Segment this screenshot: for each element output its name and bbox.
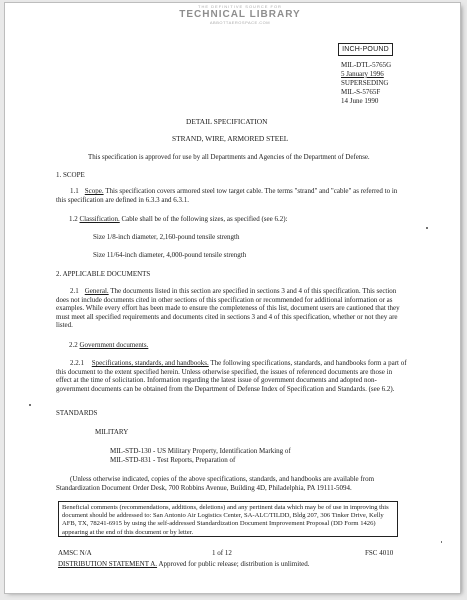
spec-type: DETAIL SPECIFICATION <box>186 117 268 126</box>
paragraph-2-1 <box>56 287 408 330</box>
availability-note: (Unless otherwise indicated, copies of the above specifications, standards, and handbooks are available from Standardization Document Order Desk, 700 Robbins Avenue, Building 4D, Philadelphia, PA 19111-5094. <box>56 475 375 492</box>
paragraph-1-2 <box>69 215 288 224</box>
superseded-number: MIL-S-5765F <box>341 88 381 96</box>
doc-number: MIL-DTL-5765G <box>341 61 392 69</box>
watermark <box>135 4 345 25</box>
inch-pound-box: INCH-POUND <box>338 43 393 56</box>
scan-speck <box>441 541 442 543</box>
paragraph-2-2-1 <box>56 359 408 393</box>
distribution-statement <box>58 560 310 569</box>
amsc-label: AMSC N/A <box>58 549 92 557</box>
superseded-date: 14 June 1990 <box>341 97 379 105</box>
size-item-1: Size 1/8-inch diameter, 2,160-pound tensile strength <box>93 233 240 241</box>
paragraph-title: Classification. <box>79 215 120 223</box>
doc-date: 5 January 1996 <box>341 70 384 78</box>
paragraph-title: Government documents. <box>79 341 149 349</box>
superseding-label: SUPERSEDING <box>341 79 389 87</box>
military-heading: MILITARY <box>95 428 129 436</box>
paragraph-title: General. <box>84 287 109 295</box>
distribution-text: Approved for public release; distribution is unlimited. <box>158 560 310 568</box>
approval-statement: This specification is approved for use by all Departments and Agencies of the Department of Defense. <box>88 154 370 161</box>
standard-item-1: MIL-STD-130 - US Military Property, Identification Marking of <box>110 447 291 455</box>
paragraph-number: 2.2 <box>69 341 78 349</box>
paragraph-text: Cable shall be of the following sizes, as specified (see 6.2): <box>121 215 288 223</box>
fsc-code: FSC 4010 <box>365 549 394 557</box>
paragraph-1-1 <box>56 187 406 204</box>
standards-heading: STANDARDS <box>56 409 98 417</box>
page-number: 1 of 12 <box>212 549 232 557</box>
paragraph-number: 2.2.1 <box>70 359 84 367</box>
size-item-2: Size 11/64-inch diameter, 4,000-pound tensile strength <box>93 251 247 259</box>
paragraph-title: Specifications, standards, and handbooks. <box>91 359 209 367</box>
paragraph-number: 2.1 <box>70 287 79 295</box>
watermark-title: TECHNICAL LIBRARY <box>179 9 301 20</box>
section-heading-scope: 1. SCOPE <box>56 171 85 179</box>
comment-box: Beneficial comments (recommendations, additions, deletions) and any pertinent data which may be of use in improving this document should be addressed to: San Antonio Air Logistics Center, SA-ALC/TILDD, Bldg 207, 306 Tinker Drive, Kelly AFB, TX, 78241-6915 by using the self-addressed Standardization Document Improvement Proposal (DD Form 1426) appearing at the end of this document or by letter. <box>58 501 398 537</box>
paragraph-2-2 <box>69 341 148 350</box>
paragraph-text: This specification covers armored steel tow target cable. The terms "strand" and "cable" as referred to in this specification are defined in 6.3.3 and 6.3.1. <box>56 187 398 204</box>
standard-item-2: MIL-STD-831 - Test Reports, Preparation of <box>110 456 236 464</box>
watermark-top: THE DEFINITIVE SOURCE FOR <box>198 4 282 9</box>
spec-title: STRAND, WIRE, ARMORED STEEL <box>172 134 289 143</box>
scan-speck <box>426 227 428 229</box>
paragraph-number: 1.2 <box>69 215 78 223</box>
watermark-url: ABBOTTAEROSPACE.COM <box>209 20 271 25</box>
document-page <box>4 2 461 594</box>
distribution-label: DISTRIBUTION STATEMENT A. <box>58 560 158 568</box>
paragraph-text: The documents listed in this section are specified in sections 3 and 4 of this specification. This section does not include documents cited in other sections of this specification or recommended for additional information or as examples. While every effort has been made to ensure the completeness of this list, document users are cautioned that they must meet all specified requirements and documents cited in sections 3 and 4 of this specification, whether or not they are listed. <box>56 287 400 330</box>
paragraph-title: Scope. <box>84 187 104 195</box>
section-heading-documents: 2. APPLICABLE DOCUMENTS <box>56 270 151 278</box>
paragraph-number: 1.1 <box>70 187 79 195</box>
paragraph-text: The following specifications, standards, and handbooks form a part of this document to the extent specified herein. Unless otherwise specified, the issues of referenced documents are those in effect at the time of solicitation. Information regarding the latest issue of government documents and adopted non-government documents can be obtained from the Department of Defense Index of Specification and Standards. (see 6.2). <box>56 359 407 393</box>
scan-speck <box>29 404 31 406</box>
